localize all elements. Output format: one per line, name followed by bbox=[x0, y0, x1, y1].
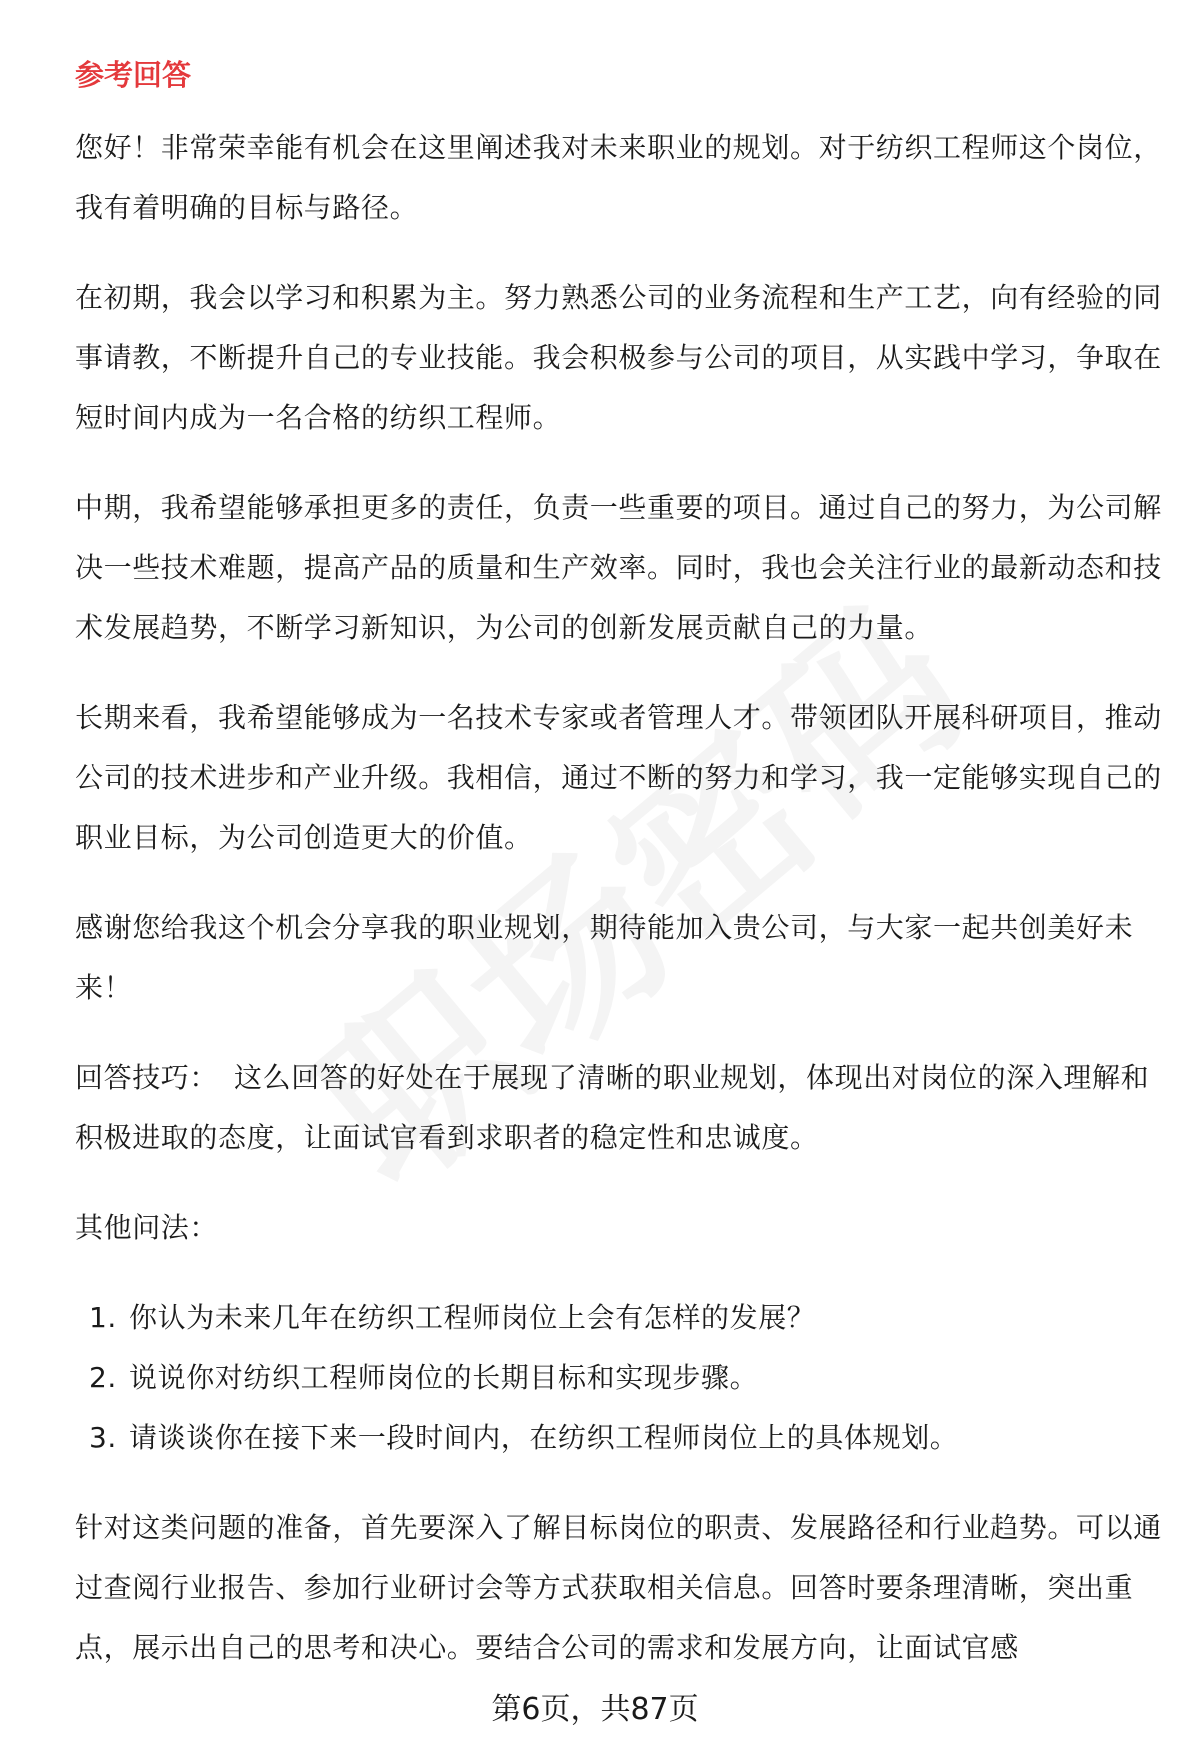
other-questions-label: 其他问法： bbox=[75, 1211, 219, 1244]
paragraph-preparation: 针对这类问题的准备，首先要深入了解目标岗位的职责、发展路径和行业趋势。可以通过查阅行业报告、参加行业研讨会等方式获取相关信息。回答时要条理清晰，突出重点，展示出自己的思考和决心。要结合公司的需求和发展方向，让面试官感 bbox=[75, 1511, 1162, 1664]
answer-tips-text: 这么回答的好处在于展现了清晰的职业规划，体现出对岗位的深入理解和积极进取的态度，让面试官看到求职者的稳定性和忠诚度。 bbox=[75, 1061, 1150, 1154]
list-item-number: 3. bbox=[89, 1421, 117, 1454]
document-content bbox=[75, 50, 1175, 1708]
paragraph-early-stage: 在初期，我会以学习和积累为主。努力熟悉公司的业务流程和生产工艺，向有经验的同事请教，不断提升自己的专业技能。我会积极参与公司的项目，从实践中学习，争取在短时间内成为一名合格的纺织工程师。 bbox=[75, 281, 1162, 434]
answer-tips bbox=[75, 1048, 1175, 1168]
list-item-text: 说说你对纺织工程师岗位的长期目标和实现步骤。 bbox=[129, 1361, 759, 1394]
page-number-footer: 第6页，共87页 bbox=[491, 1692, 699, 1727]
list-item-text: 你认为未来几年在纺织工程师岗位上会有怎样的发展？ bbox=[129, 1301, 816, 1334]
paragraph-mid-stage: 中期，我希望能够承担更多的责任，负责一些重要的项目。通过自己的努力，为公司解决一些技术难题，提高产品的质量和生产效率。同时，我也会关注行业的最新动态和技术发展趋势，不断学习新知识，为公司的创新发展贡献自己的力量。 bbox=[75, 491, 1162, 644]
paragraph-thanks: 感谢您给我这个机会分享我的职业规划，期待能加入贵公司，与大家一起共创美好未来！ bbox=[75, 911, 1134, 1004]
section-heading: 参考回答 bbox=[75, 58, 192, 92]
paragraph-greeting: 您好！非常荣幸能有机会在这里阐述我对未来职业的规划。对于纺织工程师这个岗位，我有着明确的目标与路径。 bbox=[75, 131, 1162, 224]
list-item bbox=[75, 1348, 1175, 1408]
list-item-text: 请谈谈你在接下来一段时间内，在纺织工程师岗位上的具体规划。 bbox=[129, 1421, 959, 1454]
list-item-number: 2. bbox=[89, 1361, 117, 1394]
answer-tips-label: 回答技巧： bbox=[75, 1061, 219, 1094]
list-item bbox=[75, 1288, 1175, 1348]
list-item bbox=[75, 1408, 1175, 1468]
paragraph-long-term: 长期来看，我希望能够成为一名技术专家或者管理人才。带领团队开展科研项目，推动公司的技术进步和产业升级。我相信，通过不断的努力和学习，我一定能够实现自己的职业目标，为公司创造更大的价值。 bbox=[75, 701, 1162, 854]
list-item-number: 1. bbox=[89, 1301, 117, 1334]
other-questions-list bbox=[75, 1288, 1175, 1468]
